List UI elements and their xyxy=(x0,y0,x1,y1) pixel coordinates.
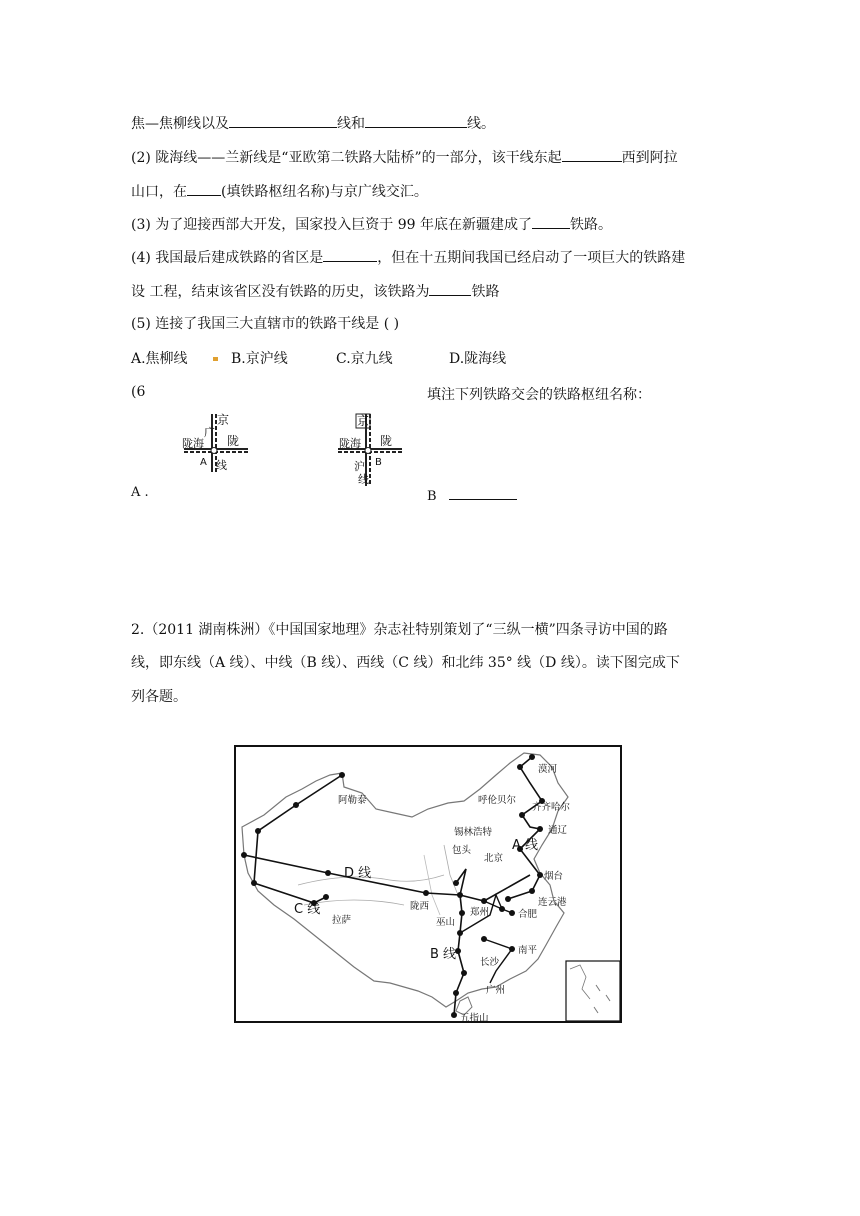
route-d-label: D 线 xyxy=(344,866,372,881)
q1-p5 xyxy=(131,314,399,334)
place-guangzhou: 广州 xyxy=(486,985,506,996)
blank-field[interactable] xyxy=(532,214,570,229)
place-changsha: 长沙 xyxy=(480,957,500,968)
blank-field[interactable] xyxy=(187,181,221,196)
answer-a-label: A . xyxy=(131,485,149,500)
route-a-label: A 线 xyxy=(512,838,539,853)
place-wuzhishan: 五指山 xyxy=(460,1013,489,1023)
junction-b-letter: B xyxy=(375,457,382,468)
junction-b-left-label: 陇海 xyxy=(339,437,361,450)
text-segment: (5) 连接了我国三大直辖市的铁路干线是 ( ) xyxy=(131,316,400,332)
place-altay: 阿勒泰 xyxy=(338,795,367,806)
place-yantai: 烟台 xyxy=(544,871,564,882)
option-a[interactable]: A.焦柳线 xyxy=(131,351,188,367)
junction-b-bottom-label-2: 线 xyxy=(358,473,369,486)
marker-dot xyxy=(213,357,218,361)
junction-b-right-label: 陇 xyxy=(380,434,393,448)
place-zhengzhou: 郑州 xyxy=(470,907,490,918)
q2-line2: 线，即东线（A 线）、中线（B 线）、西线（C 线）和北纬 35° 线（D 线）。读下图完成下 xyxy=(131,655,680,671)
q1-p4-line2 xyxy=(131,281,499,302)
blank-field[interactable] xyxy=(229,113,337,128)
q1-line1 xyxy=(131,113,495,134)
q1-p4-line1 xyxy=(131,247,685,268)
place-xilinhot: 锡林浩特 xyxy=(454,827,493,838)
option-d[interactable]: D.陇海线 xyxy=(449,351,507,367)
junction-a-diagram xyxy=(180,412,250,476)
place-beijing: 北京 xyxy=(484,853,504,864)
south-china-sea-inset xyxy=(566,961,620,1021)
junction-b-diagram xyxy=(334,412,404,492)
q1-p6-prefix: (6 xyxy=(131,384,146,400)
place-hulunbuir: 呼伦贝尔 xyxy=(478,795,517,806)
junction-a-letter: A xyxy=(200,457,207,468)
place-mohe: 漠河 xyxy=(538,764,558,775)
place-tongliao: 通辽 xyxy=(548,825,568,836)
text-segment: 线和 xyxy=(337,116,365,132)
blank-field[interactable] xyxy=(365,113,467,128)
q2-line3: 列各题。 xyxy=(131,689,187,705)
q1-p3 xyxy=(131,214,612,235)
junction-b-bottom-label-1: 沪 xyxy=(354,460,365,473)
text-segment: (4) 我国最后建成铁路的省区是 xyxy=(131,250,324,266)
junction-a-left-label: 陇海 xyxy=(182,437,204,450)
text-segment: 西到阿拉 xyxy=(621,150,678,166)
text-segment: 山口，在 xyxy=(131,184,187,200)
place-wushan: 巫山 xyxy=(436,917,456,928)
text-segment: 铁路。 xyxy=(570,217,612,233)
blank-field[interactable] xyxy=(323,247,377,262)
junction-a-bottom-label: 线 xyxy=(216,459,227,472)
text-segment: 设 工程，结束该省区没有铁路的历史，该铁路为 xyxy=(131,284,430,300)
place-lianyungang: 连云港 xyxy=(538,897,567,908)
text-segment: 线。 xyxy=(467,116,495,132)
q1-p2-line2 xyxy=(131,181,428,202)
route-c-label: C 线 xyxy=(294,902,321,917)
text-segment: 铁路 xyxy=(471,284,500,300)
junction-a-mid-label: 广 xyxy=(204,426,215,439)
blank-field[interactable] xyxy=(562,147,622,162)
option-c[interactable]: C.京九线 xyxy=(336,351,393,367)
q2-line1: 2.（2011 湖南株洲）《中国国家地理》杂志社特别策划了“三纵一横”四条寻访中国的路 xyxy=(131,622,668,638)
place-hefei: 合肥 xyxy=(518,909,538,920)
place-lasa: 拉萨 xyxy=(332,915,352,926)
china-route-map xyxy=(234,745,622,1027)
text-segment: (填铁路枢纽名称)与京广线交汇。 xyxy=(221,184,428,200)
text-segment: ，但在十五期间我国已经启动了一项巨大的铁路建 xyxy=(377,250,686,266)
answer-b-row xyxy=(427,485,517,504)
text-segment: (2) 陇海线——兰新线是“亚欧第二铁路大陆桥”的一部分，该干线东起 xyxy=(131,150,562,166)
text-segment: (3) 为了迎接西部大开发，国家投入巨资于 99 年底在新疆建成了 xyxy=(131,217,532,233)
junction-a-right-label: 陇 xyxy=(227,434,240,448)
answer-b-label: B xyxy=(427,489,437,504)
place-baotou: 包头 xyxy=(452,845,472,856)
q1-p2-line1 xyxy=(131,147,678,168)
place-longxi: 陇西 xyxy=(410,901,430,912)
blank-field[interactable] xyxy=(429,281,471,296)
junction-a-top-label: 京 xyxy=(217,413,230,427)
option-b[interactable]: B.京沪线 xyxy=(231,351,288,367)
place-nanping: 南平 xyxy=(518,945,538,956)
route-b-label: B 线 xyxy=(430,947,457,962)
q1-p6-prompt: 填注下列铁路交会的铁路枢纽名称： xyxy=(427,387,651,403)
text-segment: 焦—焦柳线以及 xyxy=(131,116,229,132)
junction-b-top-label: 京 xyxy=(357,414,370,428)
blank-field[interactable] xyxy=(449,485,517,500)
place-qiqihar: 齐齐哈尔 xyxy=(532,802,571,813)
map-frame xyxy=(235,746,621,1022)
